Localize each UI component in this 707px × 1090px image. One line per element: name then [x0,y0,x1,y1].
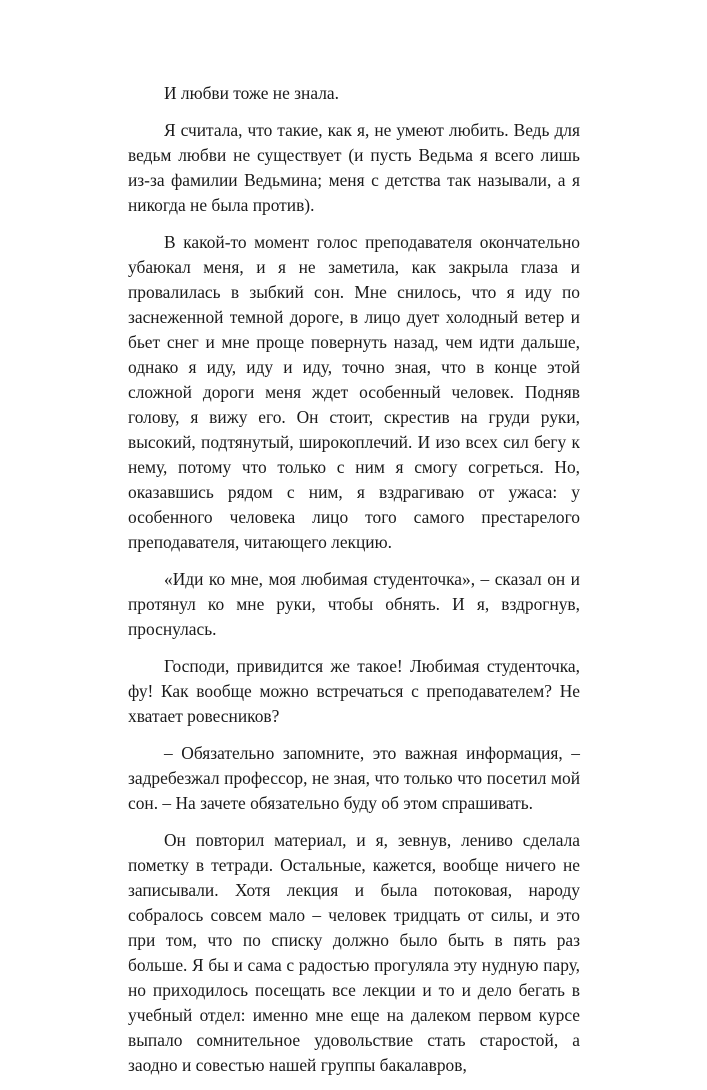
document-page [128,81,580,1090]
paragraph: Он повторил материал, и я, зевнув, лениво сделала пометку в тетради. Остальные, кажется, вообще ничего не записывали. Хотя лекция и была потоковая, народу собралось совсем мало – человек тридцать от силы, и это при том, что по списку должно было быть в пять раз больше. Я бы и сама с радостью прогуляла эту нудную пару, но приходилось посещать все лекции и то и дело бегать в учебный отдел: именно мне еще на далеком первом курсе выпало сомнительное удовольствие стать старостой, а заодно и совестью нашей группы бакалавров, [128,830,580,1075]
paragraph: «Иди ко мне, моя любимая студенточка», – сказал он и протянул ко мне руки, чтобы обнять. И я, вздрогнув, проснулась. [128,569,580,639]
paragraph: Я считала, что такие, как я, не умеют любить. Ведь для ведьм любви не существует (и пусть Ведьма я всего лишь из-за фамилии Ведьмина; меня с детства так называли, а я никогда не была против). [128,120,580,215]
paragraph: В какой-то момент голос преподавателя окончательно убаюкал меня, и я не заметила, как закрыла глаза и провалилась в зыбкий сон. Мне снилось, что я иду по заснеженной темной дороге, в лицо дует холодный ветер и бьет снег и мне проще повернуть назад, чем идти дальше, однако я иду, иду и иду, точно зная, что в конце этой сложной дороги меня ждет особенный человек. Подняв голову, я вижу его. Он стоит, скрестив на груди руки, высокий, подтянутый, широкоплечий. И изо всех сил бегу к нему, потому что только с ним я смогу согреться. Но, оказавшись рядом с ним, я вздрагиваю от ужаса: у особенного человека лицо того самого престарелого преподавателя, читающего лекцию. [128,232,580,552]
paragraph: Господи, привидится же такое! Любимая студенточка, фу! Как вообще можно встречаться с преподавателем? Не хватает ровесников? [128,656,580,726]
paragraph: И любви тоже не знала. [164,83,339,103]
paragraph: – Обязательно запомните, это важная информация, – задребезжал профессор, не зная, что только что посетил мой сон. – На зачете обязательно буду об этом спрашивать. [128,743,580,813]
